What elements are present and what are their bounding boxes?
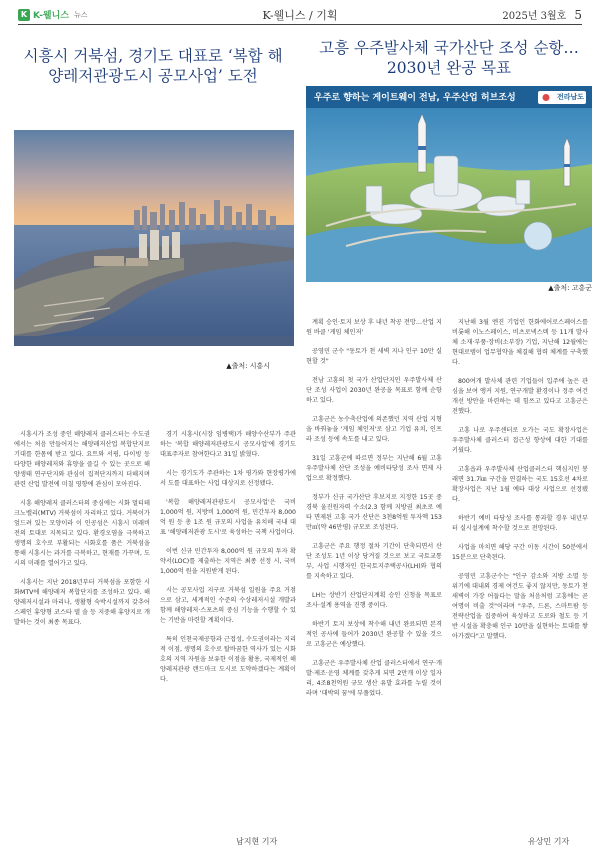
paragraph: 특히 인천국제공항과 근접성, 수도권이라는 지리적 이점, 생명의 호수로 탈바꿈한 역사가 있는 시화호의 지역 자원을 보유한 이점을 활용, 국제적인 해양레저관광 랜드마크 도시로 도약하겠다는 계획이다. xyxy=(160,636,296,683)
section-label: K-웰니스 / 기획 xyxy=(262,9,338,22)
paragraph: 고흥군은 주요 행정 절차 기간이 단축되면서 산단 조성도 1년 이상 당겨질 것으로 보고 국토교통부, 사업 시행자인 한국토지주택공사(LH)와 협의를 지속하고 있다. xyxy=(306,543,442,580)
paragraph: '복합 해양레저관광도시 공모사업'은 국비 1,000억 원, 지방비 1,000억 원, 민간투자 8,000억 원 등 총 1조 원 규모의 사업을 유치해 국내 대표 '해양레저관광 도시'로 육성하는 국책 사업이다. xyxy=(160,499,296,536)
page-header xyxy=(18,6,582,24)
left-article-column-2 xyxy=(160,430,296,694)
left-photo-credit: ▲출처: 시흥시 xyxy=(226,362,270,370)
paragraph: 고흥군은 우주발사체 산업 클러스터에서 연구·개발·제조·운영 체계를 갖추게 되면 2만개 이상 일자리, 4조8천억원 규모 생산 유발 효과를 누릴 것이라며 '대박의 꿈'에 부풀었다. xyxy=(306,660,442,697)
paragraph: 전남 고흥의 첫 국가 산업단지인 우주발사체 산단 조성 사업이 2030년 완공을 목표로 함께 순항하고 있다. xyxy=(306,377,442,404)
logo-text: K-웰니스 xyxy=(33,11,70,21)
right-article-title: 고흥 우주발사체 국가산단 조성 순항…2030년 완공 목표 xyxy=(319,39,579,78)
right-article-column-1 xyxy=(306,318,442,708)
issue-date: 2025년 3월호 xyxy=(502,11,567,22)
space-hub-illustration xyxy=(306,86,592,282)
paragraph: 시흥시가 조성 중인 해양레저 클러스터는 수도권에서는 처음 만들어지는 해양레저산업 복합단지로 기대를 한몸에 받고 있다. 요트와 서핑, 다이빙 등 다양한 해양레저와 휴양을 즐길 수 있는 곳으로 해양생태 연구단지와 관심이 집적단지까지 더해지며 관련 산업 발전에 미칠 영향에 관심이 모아진다. xyxy=(14,431,150,488)
paragraph: 하반기 토지 보상에 착수해 내년 완료되면 본격적인 공사에 들어가 2030년 완공할 수 있을 것으로 고흥군은 예상했다. xyxy=(306,621,442,648)
right-article-column-2 xyxy=(452,318,588,651)
right-photo-credit: ▲출처: 고흥군 xyxy=(548,284,592,292)
left-article-title: 시흥시 거북섬, 경기도 대표로 ‘복합 해양레저관광도시 공모사업’ 도전 xyxy=(23,47,283,86)
header-divider xyxy=(18,24,582,25)
left-article-byline: 남지현 기자 xyxy=(236,837,278,846)
paragraph: 정부가 신규 국가산단 후보지로 지정한 15곳 중 경북 울진원자력 수소(2.3 함께 지방권 최초로 예타 면제된 고흥 국가 산단은 3천8억원 투자액 153만㎡(약 46만평) 규모로 조성된다. xyxy=(306,494,442,531)
paragraph: 시흥시는 지난 2018년부터 거북섬을 포함한 시화MTV에 해양레저 복합단지를 조성하고 있다. 해양레저시설과 마리나, 생활형 숙박시설까지 갖추어 스페인 휴양형 코스타 델 솔 등 지중해 휴양지로 개발하는 것이 최종 목표다. xyxy=(14,579,150,626)
paragraph: 하반기 예비 타당성 조사를 통과할 경우 내년부터 실시설계에 착수할 것으로 전망된다. xyxy=(452,515,588,532)
paragraph: 고흥 나로 우주센터로 오가는 국도 확장사업은 우주발사체 클러스터 접근성 향상에 대한 기대를 키웠다. xyxy=(452,427,588,454)
page-number: 5 xyxy=(574,8,582,22)
paragraph: 지난해 3월 엔진 기업인 한화에어로스페이스를 비롯해 이노스페이스, 비츠로넥스텍 등 11개 발사체 소재·부품·장비(소부장) 기업, 지난해 12월에는 현대로템이 업무협약을 체결해 협력 체계를 구축했다. xyxy=(452,319,588,366)
paragraph: LH는 상반기 산업단지계획 승인 신청을 목표로 조사·설계 용역을 진행 중이다. xyxy=(306,592,442,609)
paragraph: 이번 신규 민간투자 8,000억 원 규모의 투자 확약서(LOC)를 제출하는 지역은 최종 선정 시, 국비 1,000억 원을 지원받게 된다. xyxy=(160,548,296,575)
paragraph: 시는 경기도가 주관하는 1차 평가와 현장평가에서 도를 대표하는 사업 대상지로 선정됐다. xyxy=(160,470,296,487)
issue-date-block xyxy=(502,7,582,22)
paragraph: 경기 시흥시(시장 임병택)가 해양수산부가 주관하는 '복합 해양레저관광도시 공모사업'에 경기도 대표주자로 참여한다고 31일 밝혔다. xyxy=(160,431,296,458)
subheading: 계획 승인·토지 보상 후 내년 착공 전망…산업 지원 바클 '게임 체인저' xyxy=(306,319,442,336)
paragraph: 800여개 발사체 관련 기업들이 입주에 높은 관심을 보여 앵커 지원, 연구개발 환경이나 정주 여건 개선 방안을 마련하는 데 힘쓰고 있다고 고흥군은 전했다. xyxy=(452,378,588,415)
logo-mark: K xyxy=(18,9,30,21)
paragraph: 시흥 해양레저 클러스터의 중심에는 시화 멀티테크노밸리(MTV) 거북섬이 자리하고 있다. 거북이가 엎드려 있는 모양이라 이 인공섬은 시흥시 미래비전의 토대로 지목되고 있다. 환경오염을 극복하고 생명의 호수로 부활되는 시화호를 품은 거북섬을 통해 시흥시는 과거를 극복하고, 현재를 가꾸며, 도시의 미래를 열어가고 있다. xyxy=(14,500,150,567)
left-article-column-1 xyxy=(14,430,150,637)
paragraph: 공영민 고흥군수는 "인구 감소와 지방 소멸 등 위기에 대내외 경제 여건도 좋지 않지만, 동토가 천 새벽이 가장 어둡다는 말을 처음처럼 고흥에는 곧 여명이 비출 것"이라며 "우주, 드론, 스마트팜 등 전략산업을 집중하여 육성하고 도로와 철도 등 기반 시설을 확충해 인구 10만을 실현하는 토대를 쌓아가겠다"고 말했다. xyxy=(452,573,588,640)
illustration-banner-logo: 전라남도 xyxy=(556,93,584,101)
paragraph: 사업을 마치면 해당 구간 이동 시간이 50분에서 15분으로 단축된다. xyxy=(452,544,588,561)
paragraph: 고흥군은 농수축산업에 의존했던 지역 산업 지형을 바꿔놓을 '게임 체인저'로 삼고 기업 유치, 인프라 조성 등에 속도를 내고 있다. xyxy=(306,416,442,443)
logo-subtext: 뉴스 xyxy=(74,10,88,19)
illustration-banner-text: 우주로 향하는 게이트웨이 전남, 우주산업 허브조성 xyxy=(314,93,516,103)
paragraph: 31일 고흥군에 따르면 정부는 지난해 6월 고흥 우주발사체 산단 조성을 예비타당성 조사 면제 사업으로 확정했다. xyxy=(306,455,442,482)
paragraph: 시는 공모사업 지구로 거북섬 일원을 주요 거점으로 삼고, 세계적인 수준의 수상레저시설 개발과 함께 해양레저·스포츠의 중심 기능을 수행할 수 있는 기반을 마련할 계획이다. xyxy=(160,587,296,624)
right-article-byline: 유상민 기자 xyxy=(528,837,570,846)
paragraph: 고흥읍과 우주발사체 산업클러스터 핵심지인 봉래면 31.7㎞ 구간을 연결하는 국도 15호선 4차로 확장사업은 지난 1월 예타 대상 사업으로 선정됐다. xyxy=(452,466,588,503)
siheung-harbor-photo xyxy=(14,130,294,346)
subheading: 공영민 군수 "동토가 천 새벽 지나 인구 10만 실현할 것" xyxy=(306,348,442,365)
